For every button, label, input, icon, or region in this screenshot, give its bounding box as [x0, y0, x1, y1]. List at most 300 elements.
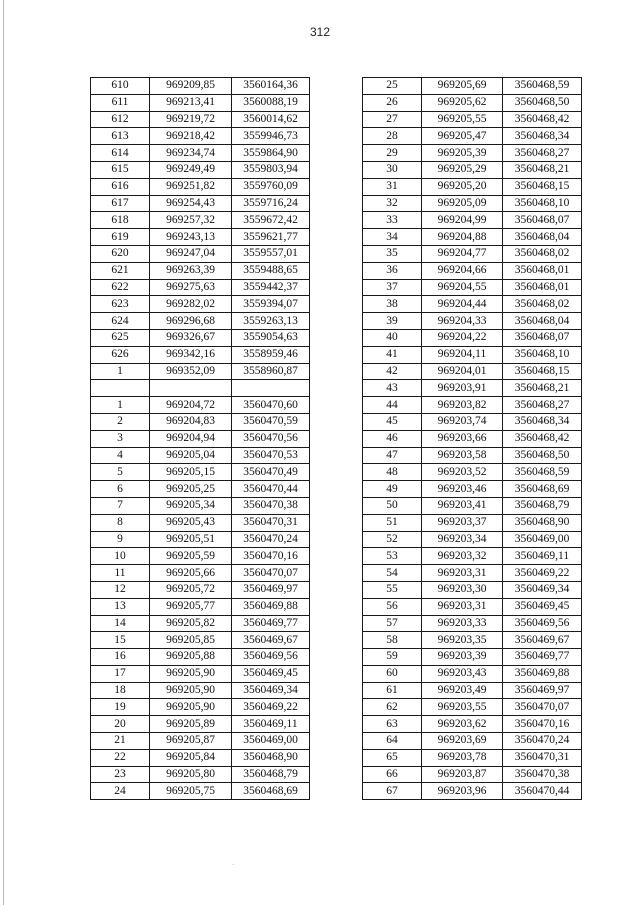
- table-row: [363, 346, 582, 363]
- y-coordinate-cell: 3559394,07: [232, 296, 310, 313]
- point-number-cell: 16: [91, 649, 150, 666]
- point-number-cell: 54: [363, 565, 422, 582]
- point-number-cell: 41: [363, 346, 422, 363]
- y-coordinate-cell: 3560468,42: [503, 430, 582, 447]
- y-coordinate-cell: 3559054,63: [232, 329, 310, 346]
- x-coordinate-cell: 969205,80: [150, 766, 232, 783]
- point-number-cell: 18: [91, 682, 150, 699]
- x-coordinate-cell: 969204,99: [422, 212, 503, 229]
- table-row: [363, 128, 582, 145]
- table-row: [91, 178, 310, 195]
- x-coordinate-cell: 969251,82: [150, 178, 232, 195]
- x-coordinate-cell: 969205,69: [422, 78, 503, 95]
- table-row: [363, 632, 582, 649]
- y-coordinate-cell: 3560470,24: [232, 531, 310, 548]
- x-coordinate-cell: 969205,34: [150, 497, 232, 514]
- x-coordinate-cell: 969204,11: [422, 346, 503, 363]
- point-number-cell: 24: [91, 783, 150, 800]
- table-row: [91, 447, 310, 464]
- point-number-cell: 611: [91, 94, 150, 111]
- y-coordinate-cell: 3560468,90: [503, 514, 582, 531]
- x-coordinate-cell: 969203,96: [422, 783, 503, 800]
- x-coordinate-cell: 969205,89: [150, 716, 232, 733]
- table-row: [363, 699, 582, 716]
- x-coordinate-cell: 969205,87: [150, 733, 232, 750]
- x-coordinate-cell: 969203,34: [422, 531, 503, 548]
- y-coordinate-cell: 3560468,50: [503, 94, 582, 111]
- x-coordinate-cell: 969243,13: [150, 229, 232, 246]
- x-coordinate-cell: 969204,77: [422, 245, 503, 262]
- x-coordinate-cell: 969204,44: [422, 296, 503, 313]
- point-number-cell: 66: [363, 766, 422, 783]
- table-row: [363, 329, 582, 346]
- point-number-cell: 11: [91, 565, 150, 582]
- y-coordinate-cell: 3560468,59: [503, 78, 582, 95]
- point-number-cell: 32: [363, 195, 422, 212]
- table-row: [91, 565, 310, 582]
- table-row: [363, 212, 582, 229]
- table-row: [91, 632, 310, 649]
- y-coordinate-cell: 3560470,38: [232, 497, 310, 514]
- point-number-cell: 614: [91, 145, 150, 162]
- table-row: [91, 716, 310, 733]
- y-coordinate-cell: 3560470,38: [503, 766, 582, 783]
- y-coordinate-cell: 3560470,16: [503, 716, 582, 733]
- point-number-cell: 61: [363, 682, 422, 699]
- point-number-cell: 19: [91, 699, 150, 716]
- y-coordinate-cell: 3560468,07: [503, 329, 582, 346]
- point-number-cell: 57: [363, 615, 422, 632]
- y-coordinate-cell: 3560470,44: [232, 481, 310, 498]
- y-coordinate-cell: 3560468,10: [503, 195, 582, 212]
- table-row: [91, 497, 310, 514]
- table-row: [363, 78, 582, 95]
- table-row: [91, 783, 310, 800]
- y-coordinate-cell: 3560468,34: [503, 128, 582, 145]
- y-coordinate-cell: 3560468,50: [503, 447, 582, 464]
- point-number-cell: 53: [363, 548, 422, 565]
- x-coordinate-cell: 969205,20: [422, 178, 503, 195]
- table-row: [363, 581, 582, 598]
- table-row: [91, 245, 310, 262]
- point-number-cell: 59: [363, 649, 422, 666]
- table-row: [91, 766, 310, 783]
- point-number-cell: 17: [91, 665, 150, 682]
- y-coordinate-cell: 3560469,34: [232, 682, 310, 699]
- point-number-cell: 31: [363, 178, 422, 195]
- point-number-cell: 2: [91, 413, 150, 430]
- table-row: [363, 497, 582, 514]
- table-row: [91, 531, 310, 548]
- page-edge-line: [3, 0, 4, 905]
- x-coordinate-cell: 969205,82: [150, 615, 232, 632]
- x-coordinate-cell: 969203,41: [422, 497, 503, 514]
- y-coordinate-cell: 3560088,19: [232, 94, 310, 111]
- table-row: [91, 229, 310, 246]
- table-row: [363, 783, 582, 800]
- x-coordinate-cell: 969234,74: [150, 145, 232, 162]
- table-row: [91, 380, 310, 397]
- point-number-cell: 60: [363, 665, 422, 682]
- coordinates-table-right: [362, 77, 582, 800]
- y-coordinate-cell: 3560470,53: [232, 447, 310, 464]
- point-number-cell: 619: [91, 229, 150, 246]
- point-number-cell: 67: [363, 783, 422, 800]
- table-row: [91, 397, 310, 414]
- table-row: [363, 111, 582, 128]
- point-number-cell: 51: [363, 514, 422, 531]
- table-row: [91, 279, 310, 296]
- point-number-cell: 1: [91, 397, 150, 414]
- x-coordinate-cell: 969203,82: [422, 397, 503, 414]
- x-coordinate-cell: 969205,59: [150, 548, 232, 565]
- y-coordinate-cell: 3560469,34: [503, 581, 582, 598]
- x-coordinate-cell: 969249,49: [150, 161, 232, 178]
- x-coordinate-cell: 969204,88: [422, 229, 503, 246]
- point-number-cell: 618: [91, 212, 150, 229]
- table-row: [363, 296, 582, 313]
- y-coordinate-cell: 3559263,13: [232, 313, 310, 330]
- x-coordinate-cell: 969204,72: [150, 397, 232, 414]
- x-coordinate-cell: 969203,33: [422, 615, 503, 632]
- point-number-cell: 613: [91, 128, 150, 145]
- table-row: [363, 665, 582, 682]
- x-coordinate-cell: 969282,02: [150, 296, 232, 313]
- x-coordinate-cell: 969204,33: [422, 313, 503, 330]
- x-coordinate-cell: 969205,84: [150, 749, 232, 766]
- table-row: [91, 296, 310, 313]
- point-number-cell: 12: [91, 581, 150, 598]
- point-number-cell: 49: [363, 481, 422, 498]
- table-row: [363, 598, 582, 615]
- y-coordinate-cell: 3560470,44: [503, 783, 582, 800]
- x-coordinate-cell: 969203,58: [422, 447, 503, 464]
- y-coordinate-cell: 3560469,77: [232, 615, 310, 632]
- point-number-cell: 44: [363, 397, 422, 414]
- y-coordinate-cell: 3560468,15: [503, 363, 582, 380]
- y-coordinate-cell: 3560469,88: [503, 665, 582, 682]
- point-number-cell: 615: [91, 161, 150, 178]
- point-number-cell: 39: [363, 313, 422, 330]
- x-coordinate-cell: 969213,41: [150, 94, 232, 111]
- table-row: [363, 229, 582, 246]
- y-coordinate-cell: [232, 380, 310, 397]
- table-row: [91, 581, 310, 598]
- point-number-cell: 28: [363, 128, 422, 145]
- table-row: [91, 514, 310, 531]
- x-coordinate-cell: 969204,66: [422, 262, 503, 279]
- y-coordinate-cell: 3560470,56: [232, 430, 310, 447]
- point-number-cell: 43: [363, 380, 422, 397]
- y-coordinate-cell: 3560468,79: [503, 497, 582, 514]
- y-coordinate-cell: 3560468,27: [503, 397, 582, 414]
- y-coordinate-cell: 3560468,07: [503, 212, 582, 229]
- y-coordinate-cell: 3560469,56: [503, 615, 582, 632]
- scan-speck: ·: [232, 861, 235, 869]
- table-row: [91, 749, 310, 766]
- y-coordinate-cell: 3559488,65: [232, 262, 310, 279]
- table-row: [91, 262, 310, 279]
- x-coordinate-cell: 969219,72: [150, 111, 232, 128]
- x-coordinate-cell: 969203,43: [422, 665, 503, 682]
- x-coordinate-cell: 969203,52: [422, 464, 503, 481]
- y-coordinate-cell: 3560468,69: [503, 481, 582, 498]
- point-number-cell: 4: [91, 447, 150, 464]
- point-number-cell: 624: [91, 313, 150, 330]
- table-row: [91, 128, 310, 145]
- table-row: [363, 161, 582, 178]
- point-number-cell: 610: [91, 78, 150, 95]
- point-number-cell: 38: [363, 296, 422, 313]
- table-row: [363, 447, 582, 464]
- y-coordinate-cell: 3560468,42: [503, 111, 582, 128]
- y-coordinate-cell: 3558959,46: [232, 346, 310, 363]
- point-number-cell: 62: [363, 699, 422, 716]
- y-coordinate-cell: 3560469,45: [503, 598, 582, 615]
- table-row: [363, 615, 582, 632]
- table-row: [91, 111, 310, 128]
- y-coordinate-cell: 3559803,94: [232, 161, 310, 178]
- point-number-cell: 48: [363, 464, 422, 481]
- x-coordinate-cell: 969205,51: [150, 531, 232, 548]
- x-coordinate-cell: 969203,74: [422, 413, 503, 430]
- point-number-cell: 63: [363, 716, 422, 733]
- y-coordinate-cell: 3560468,21: [503, 161, 582, 178]
- y-coordinate-cell: 3560469,67: [503, 632, 582, 649]
- point-number-cell: 58: [363, 632, 422, 649]
- point-number-cell: [91, 380, 150, 397]
- x-coordinate-cell: 969205,77: [150, 598, 232, 615]
- point-number-cell: 612: [91, 111, 150, 128]
- table-row: [363, 565, 582, 582]
- y-coordinate-cell: 3560469,67: [232, 632, 310, 649]
- table-row: [363, 464, 582, 481]
- point-number-cell: 26: [363, 94, 422, 111]
- y-coordinate-cell: 3560468,04: [503, 313, 582, 330]
- table-row: [363, 94, 582, 111]
- y-coordinate-cell: 3560470,31: [503, 749, 582, 766]
- x-coordinate-cell: 969205,88: [150, 649, 232, 666]
- y-coordinate-cell: 3560164,36: [232, 78, 310, 95]
- x-coordinate-cell: 969204,83: [150, 413, 232, 430]
- table-row: [363, 749, 582, 766]
- x-coordinate-cell: 969205,04: [150, 447, 232, 464]
- table-row: [91, 598, 310, 615]
- x-coordinate-cell: 969203,55: [422, 699, 503, 716]
- x-coordinate-cell: 969205,39: [422, 145, 503, 162]
- y-coordinate-cell: 3560469,56: [232, 649, 310, 666]
- y-coordinate-cell: 3560469,11: [232, 716, 310, 733]
- x-coordinate-cell: 969203,46: [422, 481, 503, 498]
- coordinates-table-left: [90, 77, 310, 800]
- point-number-cell: 6: [91, 481, 150, 498]
- x-coordinate-cell: 969205,62: [422, 94, 503, 111]
- point-number-cell: 7: [91, 497, 150, 514]
- table-row: [363, 145, 582, 162]
- point-number-cell: 23: [91, 766, 150, 783]
- point-number-cell: 25: [363, 78, 422, 95]
- y-coordinate-cell: 3559672,42: [232, 212, 310, 229]
- table-row: [91, 665, 310, 682]
- x-coordinate-cell: 969203,30: [422, 581, 503, 598]
- table-row: [91, 699, 310, 716]
- table-row: [363, 682, 582, 699]
- table-row: [363, 430, 582, 447]
- point-number-cell: 625: [91, 329, 150, 346]
- table-row: [91, 481, 310, 498]
- x-coordinate-cell: 969254,43: [150, 195, 232, 212]
- table-row: [91, 464, 310, 481]
- y-coordinate-cell: 3560469,00: [232, 733, 310, 750]
- y-coordinate-cell: 3560469,97: [503, 682, 582, 699]
- table-row: [363, 363, 582, 380]
- point-number-cell: 37: [363, 279, 422, 296]
- point-number-cell: 64: [363, 733, 422, 750]
- y-coordinate-cell: 3560470,49: [232, 464, 310, 481]
- x-coordinate-cell: 969203,39: [422, 649, 503, 666]
- x-coordinate-cell: 969218,42: [150, 128, 232, 145]
- point-number-cell: 9: [91, 531, 150, 548]
- table-row: [91, 649, 310, 666]
- point-number-cell: 616: [91, 178, 150, 195]
- x-coordinate-cell: 969204,22: [422, 329, 503, 346]
- x-coordinate-cell: 969203,91: [422, 380, 503, 397]
- y-coordinate-cell: 3560469,88: [232, 598, 310, 615]
- table-row: [91, 733, 310, 750]
- y-coordinate-cell: 3559557,01: [232, 245, 310, 262]
- x-coordinate-cell: 969205,90: [150, 665, 232, 682]
- y-coordinate-cell: 3560468,69: [232, 783, 310, 800]
- table-row: [91, 346, 310, 363]
- x-coordinate-cell: 969205,72: [150, 581, 232, 598]
- x-coordinate-cell: 969205,85: [150, 632, 232, 649]
- x-coordinate-cell: 969203,37: [422, 514, 503, 531]
- table-row: [91, 94, 310, 111]
- y-coordinate-cell: 3560470,07: [232, 565, 310, 582]
- x-coordinate-cell: 969203,49: [422, 682, 503, 699]
- y-coordinate-cell: 3560468,34: [503, 413, 582, 430]
- y-coordinate-cell: 3560468,15: [503, 178, 582, 195]
- y-coordinate-cell: 3560469,45: [232, 665, 310, 682]
- point-number-cell: 5: [91, 464, 150, 481]
- x-coordinate-cell: 969247,04: [150, 245, 232, 262]
- table-row: [363, 766, 582, 783]
- y-coordinate-cell: 3560468,27: [503, 145, 582, 162]
- point-number-cell: 27: [363, 111, 422, 128]
- point-number-cell: 22: [91, 749, 150, 766]
- point-number-cell: 13: [91, 598, 150, 615]
- x-coordinate-cell: 969205,55: [422, 111, 503, 128]
- point-number-cell: 3: [91, 430, 150, 447]
- y-coordinate-cell: 3560469,77: [503, 649, 582, 666]
- y-coordinate-cell: 3560470,07: [503, 699, 582, 716]
- x-coordinate-cell: 969204,01: [422, 363, 503, 380]
- point-number-cell: 45: [363, 413, 422, 430]
- table-row: [363, 178, 582, 195]
- table-row: [91, 195, 310, 212]
- table-row: [363, 733, 582, 750]
- y-coordinate-cell: 3559946,73: [232, 128, 310, 145]
- table-row: [91, 615, 310, 632]
- table-row: [363, 413, 582, 430]
- page-number: 312: [309, 25, 331, 39]
- x-coordinate-cell: 969205,47: [422, 128, 503, 145]
- table-row: [363, 245, 582, 262]
- y-coordinate-cell: 3560468,02: [503, 296, 582, 313]
- table-row: [363, 380, 582, 397]
- table-row: [363, 531, 582, 548]
- x-coordinate-cell: 969352,09: [150, 363, 232, 380]
- y-coordinate-cell: 3559442,37: [232, 279, 310, 296]
- point-number-cell: 40: [363, 329, 422, 346]
- y-coordinate-cell: 3560469,11: [503, 548, 582, 565]
- x-coordinate-cell: [150, 380, 232, 397]
- table-row: [363, 262, 582, 279]
- point-number-cell: 47: [363, 447, 422, 464]
- point-number-cell: 52: [363, 531, 422, 548]
- y-coordinate-cell: 3560470,59: [232, 413, 310, 430]
- y-coordinate-cell: 3560469,22: [503, 565, 582, 582]
- table-row: [363, 313, 582, 330]
- y-coordinate-cell: 3560468,90: [232, 749, 310, 766]
- table-row: [91, 313, 310, 330]
- point-number-cell: 29: [363, 145, 422, 162]
- y-coordinate-cell: 3560470,16: [232, 548, 310, 565]
- x-coordinate-cell: 969326,67: [150, 329, 232, 346]
- point-number-cell: 55: [363, 581, 422, 598]
- y-coordinate-cell: 3560468,21: [503, 380, 582, 397]
- y-coordinate-cell: 3560469,00: [503, 531, 582, 548]
- point-number-cell: 30: [363, 161, 422, 178]
- table-row: [91, 161, 310, 178]
- x-coordinate-cell: 969209,85: [150, 78, 232, 95]
- y-coordinate-cell: 3560470,60: [232, 397, 310, 414]
- table-row: [91, 413, 310, 430]
- table-row: [91, 212, 310, 229]
- point-number-cell: 20: [91, 716, 150, 733]
- table-row: [91, 430, 310, 447]
- y-coordinate-cell: 3560469,97: [232, 581, 310, 598]
- x-coordinate-cell: 969203,62: [422, 716, 503, 733]
- y-coordinate-cell: 3560468,01: [503, 262, 582, 279]
- table-row: [363, 649, 582, 666]
- x-coordinate-cell: 969203,35: [422, 632, 503, 649]
- x-coordinate-cell: 969203,31: [422, 565, 503, 582]
- table-row: [91, 78, 310, 95]
- point-number-cell: 10: [91, 548, 150, 565]
- x-coordinate-cell: 969203,31: [422, 598, 503, 615]
- point-number-cell: 35: [363, 245, 422, 262]
- point-number-cell: 623: [91, 296, 150, 313]
- x-coordinate-cell: 969342,16: [150, 346, 232, 363]
- point-number-cell: 15: [91, 632, 150, 649]
- y-coordinate-cell: 3559760,09: [232, 178, 310, 195]
- x-coordinate-cell: 969205,66: [150, 565, 232, 582]
- point-number-cell: 21: [91, 733, 150, 750]
- point-number-cell: 620: [91, 245, 150, 262]
- point-number-cell: 621: [91, 262, 150, 279]
- table-row: [363, 279, 582, 296]
- x-coordinate-cell: 969203,87: [422, 766, 503, 783]
- y-coordinate-cell: 3560468,10: [503, 346, 582, 363]
- y-coordinate-cell: 3560014,62: [232, 111, 310, 128]
- y-coordinate-cell: 3559716,24: [232, 195, 310, 212]
- table-row: [91, 145, 310, 162]
- table-row: [91, 682, 310, 699]
- x-coordinate-cell: 969205,09: [422, 195, 503, 212]
- point-number-cell: 50: [363, 497, 422, 514]
- table-row: [363, 481, 582, 498]
